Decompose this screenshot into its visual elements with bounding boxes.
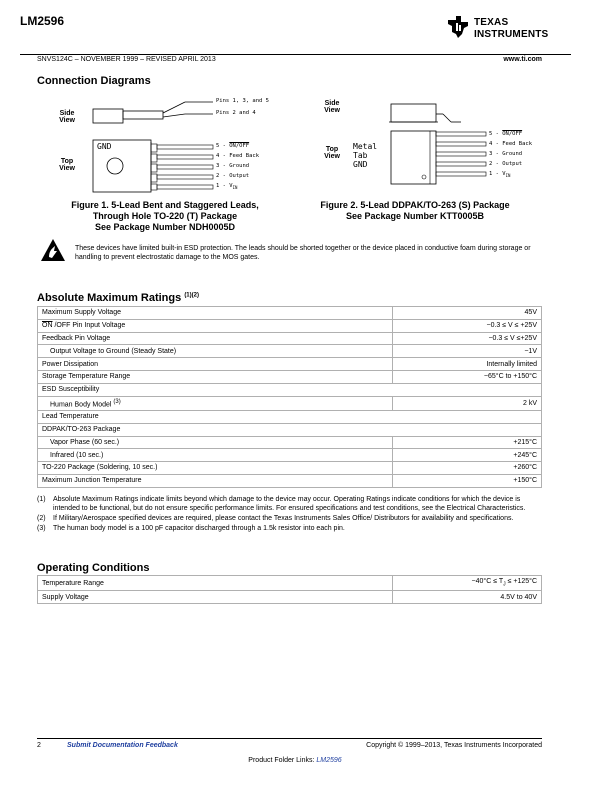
table-row: Human Body Model $^{(3)}$ 2 kV <box>38 396 542 410</box>
logo-word-instruments: INSTRUMENTS <box>474 29 549 40</box>
section-title-abs-max: Absolute Maximum Ratings $^{(1)(2)}$ <box>37 292 199 304</box>
table-row: Lead Temperature <box>38 410 542 423</box>
copyright: Copyright © 1999–2013, Texas Instruments Incorporated <box>366 742 542 749</box>
table-row: Power Dissipation Internally limited <box>38 358 542 371</box>
document-revision: SNVS124C – NOVEMBER 1999 – REVISED APRIL 2013 <box>37 56 216 63</box>
fig2-pin-4: 4 - Feed Back <box>489 141 533 147</box>
footer-rule <box>37 738 542 739</box>
esd-warning-icon <box>40 238 66 262</box>
feedback-link[interactable]: Submit Documentation Feedback <box>67 742 178 749</box>
fig2-metal-tab-label: Metal Tab GND <box>353 142 378 169</box>
figure-2-caption: Figure 2. 5-Lead DDPAK/TO-263 (S) Package See Package Number KTT0005B <box>320 200 510 221</box>
operating-table <box>37 575 542 604</box>
abs-max-table <box>37 306 542 488</box>
footnote-1: (1) Absolute Maximum Ratings indicate limits beyond which damage to the device may occur. Operating Ratings indicate conditions for which the device is intended to be functional, but do not ensure specific performance limits. For ensured specifications and test conditions, see the Electrical Characteristics. <box>37 496 526 512</box>
fig1-side-label: Side View <box>59 110 75 124</box>
fig1-top-label: Top View <box>59 158 75 172</box>
fig1-pin-2: 2 - Output <box>216 173 250 179</box>
section-title-connection: Connection Diagrams <box>37 75 151 87</box>
fig2-pin-1: $1 - V_{IN}$ <box>489 171 511 179</box>
table-row: $\overline{ON}$ /OFF Pin Input Voltage −0.3 ≤ V ≤ +25V <box>38 319 542 332</box>
fig1-pin-1: $1 - V_{IN}$ <box>216 183 238 191</box>
fig1-pin-3: 3 - Ground <box>216 163 250 169</box>
figure-2-diagram <box>315 96 545 196</box>
fig1-side-pins-135: Pins 1, 3, and 5 <box>216 98 269 104</box>
table-row: Vapor Phase (60 sec.) +215°C <box>38 436 542 449</box>
table-row: DDPAK/TO-263 Package <box>38 423 542 436</box>
footnote-2: (2) If Military/Aerospace specified devices are required, please contact the Texas Instruments Sales Office/ Distributors for availability and specifications. <box>37 515 514 522</box>
fig1-gnd-label: GND <box>97 142 112 151</box>
fig2-pin-5: 5 - ON/OFF <box>489 131 523 137</box>
abs-max-notes <box>37 495 542 534</box>
table-row: Feedback Pin Voltage −0.3 ≤ V ≤+25V <box>38 332 542 345</box>
ti-logo <box>446 14 549 42</box>
fig2-package-drawing <box>385 96 495 191</box>
page-number: 2 <box>37 742 41 749</box>
table-row: Output Voltage to Ground (Steady State) −1V <box>38 345 542 358</box>
document-part-number: LM2596 <box>20 14 65 28</box>
table-row: ESD Susceptibility <box>38 383 542 396</box>
fig1-pin-5: 5 - ON/OFF <box>216 143 250 149</box>
ti-map-icon <box>446 14 472 40</box>
fig2-pin-2: 2 - Output <box>489 161 523 167</box>
figure-1-caption: Figure 1. 5-Lead Bent and Staggered Leads, Through Hole TO-220 (T) Package See Package Number NDH0005D <box>71 200 259 232</box>
figure-1-diagram <box>40 92 290 197</box>
table-row: Temperature Range $-40^\circ C \le T_J \le +125^\circ C$ <box>38 576 542 591</box>
fig2-pin-3: 3 - Ground <box>489 151 523 157</box>
website-link[interactable]: www.ti.com <box>503 56 542 63</box>
section-title-operating: Operating Conditions <box>37 562 150 574</box>
product-folder-links: Product Folder Links: LM2596 <box>248 757 342 764</box>
table-row: Infrared (10 sec.) +245°C <box>38 449 542 462</box>
table-row: Supply Voltage 4.5V to 40V <box>38 591 542 604</box>
product-folder-link[interactable]: LM2596 <box>316 757 342 764</box>
fig2-top-label: Top View <box>324 146 340 160</box>
fig1-side-pins-24: Pins 2 and 4 <box>216 110 256 116</box>
table-row: Maximum Junction Temperature +150°C <box>38 474 542 487</box>
table-row: TO-220 Package (Soldering, 10 sec.) +260°C <box>38 462 542 475</box>
footnote-3: (3) The human body model is a 100 pF capacitor discharged through a 1.5k resistor into each pin. <box>37 525 345 532</box>
logo-word-texas: TEXAS <box>474 17 509 28</box>
table-row: Maximum Supply Voltage 45V <box>38 307 542 320</box>
header-rule <box>20 54 571 55</box>
esd-caution-text: These devices have limited built-in ESD protection. The leads should be shorted together or the device placed in conductive foam during storage or handling to prevent electrostatic damage to the MOS gates. <box>75 245 531 261</box>
table-row: Storage Temperature Range −65°C to +150°C <box>38 370 542 383</box>
fig2-side-label: Side View <box>324 100 340 114</box>
fig1-pin-4: 4 - Feed Back <box>216 153 260 159</box>
